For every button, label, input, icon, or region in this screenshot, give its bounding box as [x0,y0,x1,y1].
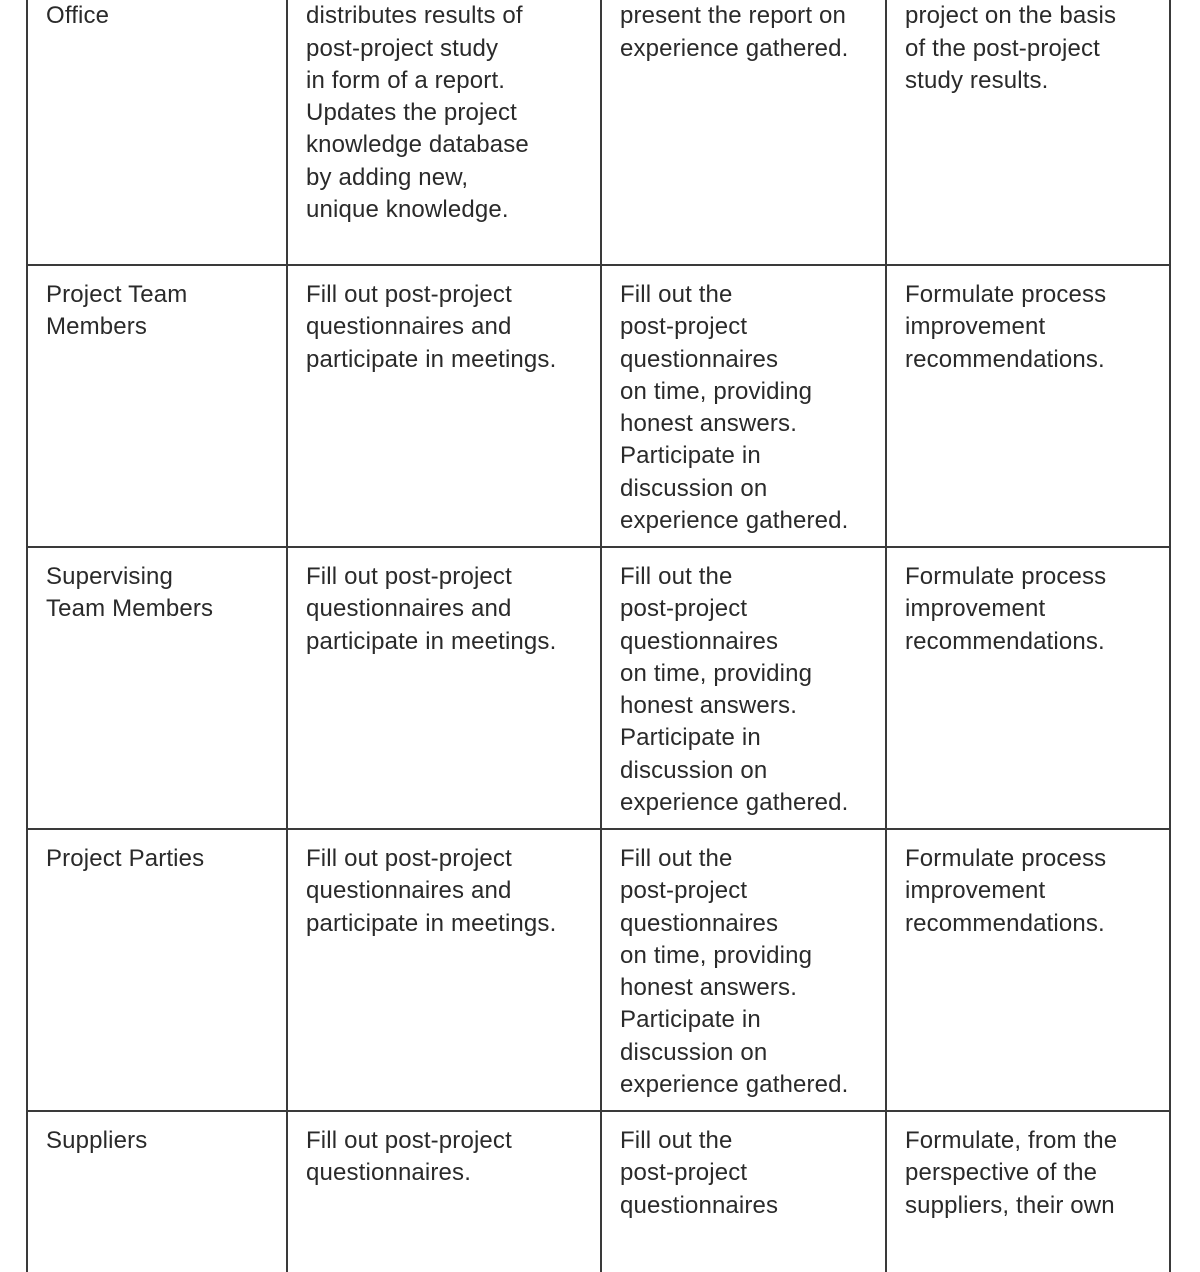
role-cell: Project Parties [46,845,205,872]
table-cell: Fill out the post-project questionnaires on time, providing honest answers. Participate in discussion on experience gathered. [600,830,885,1110]
role-cell: Suppliers [46,1127,148,1154]
role-cell: Project Team Members [46,281,188,341]
table-cell: Formulate process improvement recommendations. [885,548,1171,828]
table-cell: Formulate process improvement recommendations. [885,830,1171,1110]
table-cell: project on the basis of the post-project study results. [885,0,1171,264]
table-cell: Fill out post-project questionnaires and participate in meetings. [286,266,600,546]
role-cell: Supervising Team Members [46,563,214,623]
table-cell: Fill out the post-project questionnaires [600,1112,885,1272]
table-row-project-parties [26,830,1171,1112]
table-cell: distributes results of post-project study in form of a report. Updates the project knowledge database by adding new, unique knowledge. [286,0,600,264]
table-cell: present the report on experience gathered. [600,0,885,264]
table-cell: Formulate process improvement recommendations. [885,266,1171,546]
table-row-project-team-members [26,266,1171,548]
table-cell: Fill out the post-project questionnaires on time, providing honest answers. Participate in discussion on experience gathered. [600,548,885,828]
table-cell: Fill out post-project questionnaires. [286,1112,600,1272]
role-cell: Office [46,2,110,30]
table-row-management-office [26,0,1171,266]
table-row-supervising-team-members [26,548,1171,830]
table-cell: Fill out the post-project questionnaires on time, providing honest answers. Participate in discussion on experience gathered. [600,266,885,546]
table-cell: Formulate, from the perspective of the suppliers, their own [885,1112,1171,1272]
responsibility-table [26,0,1171,1272]
table-cell: Fill out post-project questionnaires and participate in meetings. [286,548,600,828]
table-cell: Fill out post-project questionnaires and participate in meetings. [286,830,600,1110]
table-row-suppliers [26,1112,1171,1272]
